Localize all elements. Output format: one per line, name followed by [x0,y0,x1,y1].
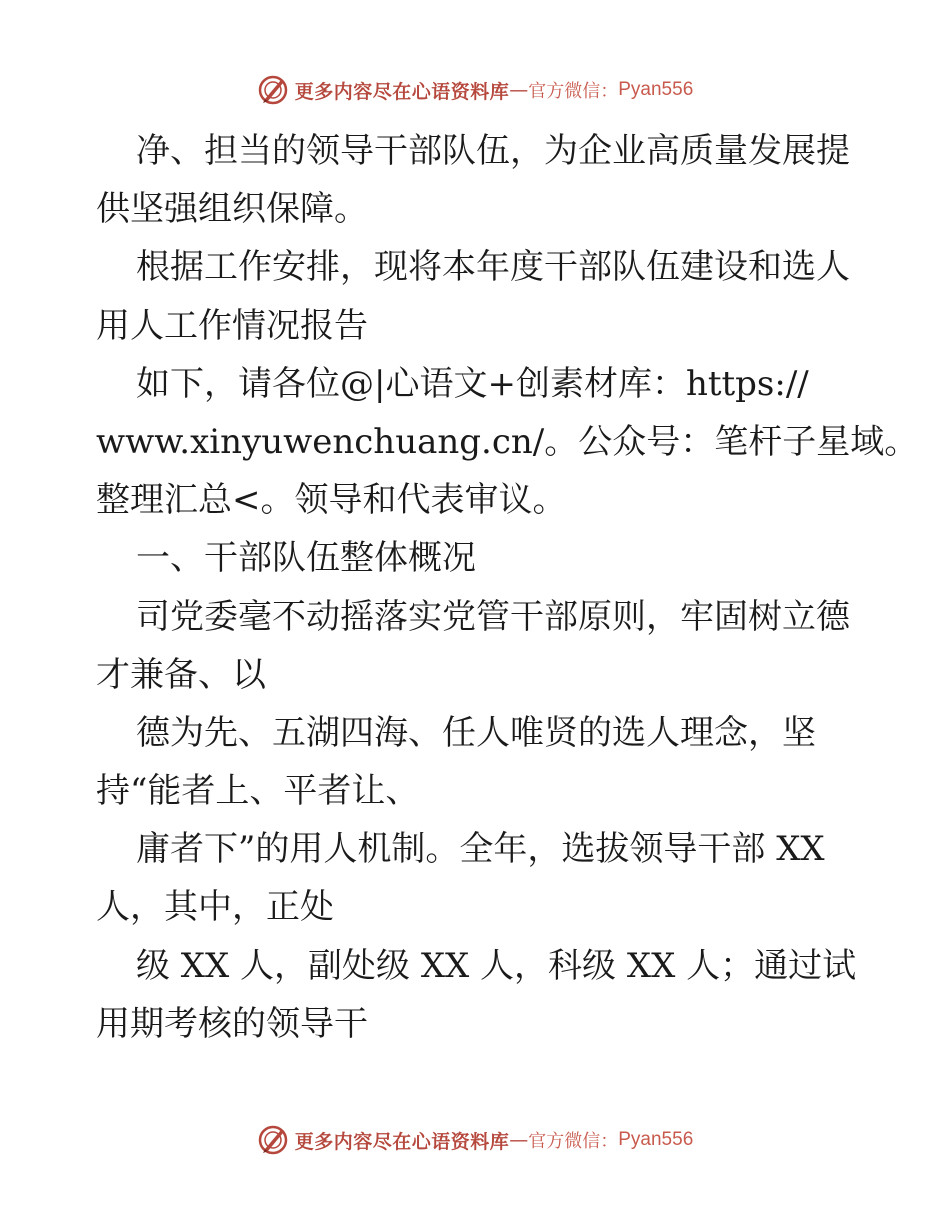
body-line: 庸者下”的用人机制。全年，选拔领导干部 XX [136,829,825,870]
body-line: 净、担当的领导干部队伍，为企业高质量发展提 [136,131,850,171]
body-line: 用期考核的领导干 [96,1003,368,1044]
banner-site-text: 更多内容尽在心语资料库 [294,80,510,103]
body-line: 德为先、五湖四海、任人唯贤的选人理念，坚 [136,712,816,753]
banner-wechat-label: 官方微信： [528,81,619,102]
body-line: 用人工作情况报告 [96,305,368,346]
body-line: 供坚强组织保障。 [96,189,368,230]
body-line: www.xinyuwenchuang.cn/。公众号：笔杆子星域。 [96,421,919,462]
body-line: 根据工作安排，现将本年度干部队伍建设和选人 [136,247,850,288]
banner-separator: — [509,79,529,101]
banner-separator: — [509,1129,529,1151]
header-banner[interactable] [0,70,950,110]
banner-wechat-id: Pyan556 [618,1129,694,1150]
banner-site-text: 更多内容尽在心语资料库 [294,1130,510,1153]
banner-wechat-label: 官方微信： [528,1131,619,1152]
body-line: 级 XX 人，副处级 XX 人，科级 XX 人；通过试 [136,945,857,986]
quill-logo-icon [257,74,289,106]
section-heading: 一、干部队伍整体概况 [136,538,476,579]
body-line: 人，其中，正处 [96,887,334,928]
body-line: 司党委毫不动摇落实党管干部原则，牢固树立德 [136,596,850,637]
body-line: 持“能者上、平者让、 [96,771,420,812]
document-body [96,122,919,1053]
banner-wechat-id: Pyan556 [618,79,694,100]
footer-banner[interactable] [0,1120,950,1160]
body-line: 整理汇总<。领导和代表审议。 [96,480,567,521]
body-line: 才兼备、以 [96,654,266,695]
quill-logo-icon [257,1124,289,1156]
body-line: 如下，请各位@|心语文+创素材库：https:// [136,363,809,404]
